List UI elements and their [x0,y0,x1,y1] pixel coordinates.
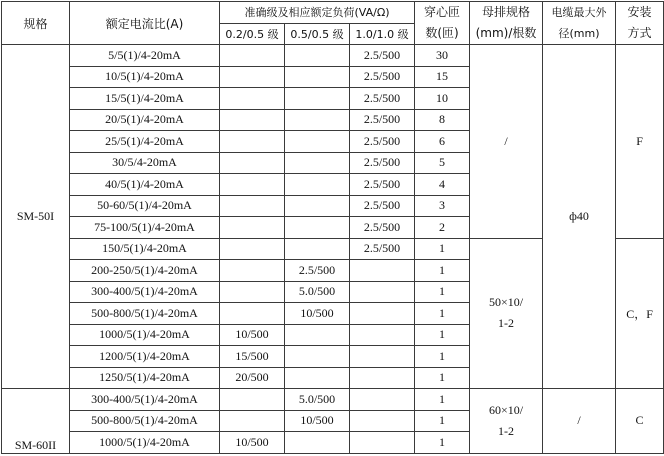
class-05-cell: 2.5/500 [285,260,350,282]
class-10-cell: 2.5/500 [350,152,415,174]
header-install-line2: 方式 [627,26,652,40]
header-busbar-line2: (mm)/根数 [475,26,537,40]
busbar-cell-group3 [470,389,543,454]
class-10-cell [350,281,415,303]
class-10-cell [350,260,415,282]
class-10-cell: 2.5/500 [350,174,415,196]
header-class-10: 1.0/1.0 级 [350,23,415,45]
ratio-cell: 20/5(1)/4-20mA [70,109,220,131]
class-02-cell [220,109,285,131]
ratio-cell: 500-800/5(1)/4-20mA [70,303,220,325]
turns-cell: 6 [415,131,470,153]
class-10-cell [350,389,415,411]
header-cable [543,2,616,45]
header-row [2,2,664,24]
header-turns [415,2,470,45]
class-02-cell [220,260,285,282]
class-05-cell [285,195,350,217]
class-05-cell: 10/500 [285,303,350,325]
ratio-cell: 10/5(1)/4-20mA [70,66,220,88]
class-10-cell [350,346,415,368]
turns-cell: 5 [415,152,470,174]
class-05-cell [285,174,350,196]
turns-cell: 8 [415,109,470,131]
turns-cell: 2 [415,217,470,239]
turns-cell: 10 [415,88,470,110]
class-10-cell [350,410,415,432]
header-class-05: 0.5/0.5 级 [285,23,350,45]
class-05-cell [285,324,350,346]
class-05-cell [285,432,350,454]
class-02-cell: 20/500 [220,367,285,389]
model-cell-sm60: SM-60II [2,389,70,454]
class-10-cell: 2.5/500 [350,66,415,88]
ratio-cell: 75-100/5(1)/4-20mA [70,217,220,239]
class-02-cell [220,303,285,325]
class-02-cell: 10/500 [220,432,285,454]
class-02-cell [220,410,285,432]
busbar-cell-group2 [470,238,543,389]
class-05-cell [285,217,350,239]
busbar-group2-line2: 1-2 [498,316,515,331]
model-cell-sm50: SM-50I [2,45,70,389]
ratio-cell: 5/5(1)/4-20mA [70,45,220,67]
class-10-cell [350,324,415,346]
class-02-cell [220,45,285,67]
ratio-cell: 300-400/5(1)/4-20mA [70,389,220,411]
class-05-cell [285,367,350,389]
header-cable-line2: 径(mm) [558,27,600,40]
header-class-02: 0.2/0.5 级 [220,23,285,45]
turns-cell: 3 [415,195,470,217]
table-row [2,45,664,67]
turns-cell: 1 [415,260,470,282]
busbar-group3-line2: 1-2 [498,423,515,438]
header-turns-line1: 穿心匝 [424,5,461,19]
class-10-cell: 2.5/500 [350,88,415,110]
turns-cell: 1 [415,410,470,432]
header-busbar [470,2,543,45]
ratio-cell: 15/5(1)/4-20mA [70,88,220,110]
turns-cell: 1 [415,346,470,368]
install-cell-group2: C，F [616,238,664,389]
turns-cell: 4 [415,174,470,196]
class-02-cell: 10/500 [220,324,285,346]
class-10-cell [350,303,415,325]
install-cell-group3: C [616,389,664,454]
header-turns-line2: 数(匝) [425,26,459,40]
class-02-cell [220,131,285,153]
class-02-cell [220,389,285,411]
busbar-cell-group1: / [470,45,543,239]
class-10-cell [350,367,415,389]
turns-cell: 15 [415,66,470,88]
class-05-cell [285,346,350,368]
class-10-cell: 2.5/500 [350,131,415,153]
ratio-cell: 1250/5(1)/4-20mA [70,367,220,389]
ratio-cell: 1000/5(1)/4-20mA [70,324,220,346]
turns-cell: 1 [415,324,470,346]
table-row [2,389,664,411]
class-02-cell [220,217,285,239]
header-ratio: 额定电流比(A) [70,2,220,45]
class-05-cell [285,45,350,67]
class-05-cell: 10/500 [285,410,350,432]
class-02-cell [220,174,285,196]
header-cable-line1: 电缆最大外 [551,6,607,19]
ratio-cell: 25/5(1)/4-20mA [70,131,220,153]
cable-cell-group1: ф40 [543,45,616,389]
class-05-cell [285,88,350,110]
install-cell-group1: F [616,45,664,239]
class-02-cell: 15/500 [220,346,285,368]
ratio-cell: 40/5(1)/4-20mA [70,174,220,196]
turns-cell: 1 [415,367,470,389]
busbar-group2-line1: 50×10/ [488,295,524,310]
class-05-cell [285,109,350,131]
ratio-cell: 500-800/5(1)/4-20mA [70,410,220,432]
class-05-cell: 5.0/500 [285,281,350,303]
turns-cell: 1 [415,389,470,411]
ratio-cell: 200-250/5(1)/4-20mA [70,260,220,282]
class-10-cell: 2.5/500 [350,238,415,260]
class-05-cell [285,238,350,260]
class-10-cell [350,432,415,454]
class-02-cell [220,152,285,174]
turns-cell: 1 [415,238,470,260]
class-10-cell: 2.5/500 [350,217,415,239]
class-02-cell [220,281,285,303]
class-05-cell [285,66,350,88]
class-02-cell [220,66,285,88]
ratio-cell: 1200/5(1)/4-20mA [70,346,220,368]
class-02-cell [220,238,285,260]
header-install-line1: 安装 [627,5,652,19]
spec-table [1,1,664,454]
ratio-cell: 50-60/5(1)/4-20mA [70,195,220,217]
class-05-cell: 5.0/500 [285,389,350,411]
ratio-cell: 300-400/5(1)/4-20mA [70,281,220,303]
class-05-cell [285,131,350,153]
class-02-cell [220,195,285,217]
cable-cell-group2: / [543,389,616,454]
class-10-cell: 2.5/500 [350,109,415,131]
turns-cell: 1 [415,281,470,303]
busbar-group3-line1: 60×10/ [488,402,524,417]
turns-cell: 30 [415,45,470,67]
class-10-cell: 2.5/500 [350,45,415,67]
class-02-cell [220,88,285,110]
ratio-cell: 30/5/4-20mA [70,152,220,174]
class-10-cell: 2.5/500 [350,195,415,217]
header-install [616,2,664,45]
turns-cell: 1 [415,303,470,325]
header-model: 规格 [2,2,70,45]
header-load-group: 准确级及相应额定负荷(VA/Ω) [220,2,415,24]
class-05-cell [285,152,350,174]
ratio-cell: 1000/5(1)/4-20mA [70,432,220,454]
header-busbar-line1: 母排规格 [482,5,531,19]
turns-cell: 1 [415,432,470,454]
ratio-cell: 150/5(1)/4-20mA [70,238,220,260]
